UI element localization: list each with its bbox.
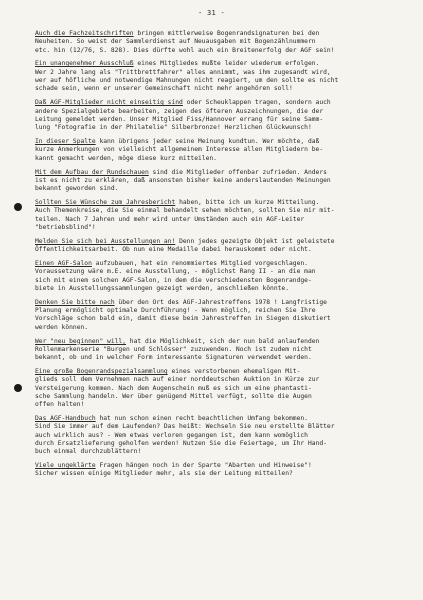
paragraph-text: aufzubauen, hat ein renommiertes Mitglied vorgeschlagen. Voraussetzung wäre m.E. eine Ausstellung, - möglichst Rang II - an die man sich mit einem solchen AGF-Salon, in dem die verschiedensten Bogenrandge- biete in Ausstellungssammlungen gezeigt werden, anschließen könnte. bbox=[35, 259, 316, 292]
paragraph-text: eines Mitgliedes mußte leider wiederum erfolgen. Wer 2 Jahre lang als "Trittbrettfahrer" alles annimmt, was ihm zugesandt wird, wer auf höfliche und notwendige Mahnungen nicht reagiert, um den sollte es nicht schade sein, wenn er unserer Gemeinschaft nicht mehr angehören soll! bbox=[35, 60, 339, 93]
paragraph-text: haben, bitte ich um kurze Mitteilung. Auch Themenkreise, die Sie einmal behandelt sehen möchten, sollten Sie mir mit- teilen. Nach 7 Jahren und mehr wird unter Umständen auch ein AGF-Leiter "betriebsblind"! bbox=[35, 199, 335, 231]
paragraph-text: sind die Mitglieder offenbar zufrieden. Anders ist es nicht zu erklären, daß ansonsten bisher keine anderslautenden Meinungen bekannt geworden sind. bbox=[35, 168, 331, 193]
paragraph-lead: Das AGF-Handbuch bbox=[35, 415, 96, 423]
paragraph bbox=[35, 30, 405, 55]
paragraph bbox=[35, 60, 405, 93]
paragraph bbox=[35, 462, 405, 479]
paragraph-text: hat die Möglichkeit, sich der nun bald anlaufenden Rollenmarkenserie "Burgen und Schlösser" zuzuwenden. Noch ist zudem nicht bekannt, ob und in welcher Form interessante Signaturen verwendet werden. bbox=[35, 337, 320, 362]
paragraph-lead: Einen AGF-Salon bbox=[35, 259, 92, 267]
punch-hole bbox=[14, 384, 22, 392]
paragraph-lead: Eine große Bogenrandspezialsammlung bbox=[35, 368, 168, 376]
paragraph bbox=[35, 368, 405, 409]
paragraph-lead: Auch die Fachzeitschriften bbox=[35, 30, 134, 37]
paragraph bbox=[35, 169, 405, 194]
paragraph-text: oder Scheuklappen tragen, sondern auch andere Spezialgebiete bearbeiten, zeigen des öfteren Auszeichnungen, die der Leitung gemeldet werden. Unser Mitglied Fiss/Hannover errang für seine Samm- lung "Fotografie in der Philatelie" Silberbronze! Herzlichen Glückwunsch! bbox=[35, 99, 331, 132]
page-number: - 31 - bbox=[197, 9, 226, 17]
paragraph-lead: Ein unangenehmer Ausschluß bbox=[35, 60, 134, 68]
paragraph-text: über den Ort des AGF-Jahrestreffens 1978 ! Langfristige Planung ermöglicht optimale Durchführung! - Wenn möglich, reichen Sie Ihre Vorschläge schon bald ein, damit diese beim Jahrestreffen in Siegen diskutiert werden können. bbox=[35, 298, 331, 331]
paragraph-lead: Viele ungeklärte bbox=[35, 462, 96, 470]
page-body bbox=[35, 30, 405, 484]
punch-hole bbox=[14, 203, 22, 211]
paragraph bbox=[35, 199, 405, 232]
paragraph-lead: In dieser Spalte bbox=[35, 138, 96, 146]
paragraph-lead: Mit dem Aufbau der Rundschauen bbox=[35, 168, 149, 176]
paragraph-lead: Melden Sie sich bei Ausstellungen an! bbox=[35, 237, 176, 245]
paragraph bbox=[35, 138, 405, 163]
paragraph bbox=[35, 238, 405, 255]
paragraph-lead: Wer "neu beginnen" will, bbox=[35, 337, 126, 345]
paragraph-text: hat nun schon einen recht beachtlichen Umfang bekommen. Sind Sie immer auf dem Laufenden? Das heißt: Wechseln Sie neu erstellte Blätter auch wirklich aus? - Wem etwas verloren gegangen ist, dem kann womöglich durch Ersatzlieferung geholfen werden! Nutzen Sie die Feiertage, um Ihr Hand- buch einmal durchzublättern! bbox=[35, 415, 335, 456]
paragraph bbox=[35, 338, 405, 363]
paragraph-text: Denn jedes gezeigte Objekt ist geleistete Öffentlichkeitsarbeit. Ob nun eine Medaille dabei herauskommt oder nicht. bbox=[35, 237, 335, 254]
paragraph-lead: Denken Sie bitte nach bbox=[35, 298, 115, 306]
paragraph-text: eines verstorbenen ehemaligen Mit- glieds soll dem Vernehmen nach auf einer norddeutschen Auktion in Kürze zur Versteigerung kommen. Nach dem Augenschein muß es sich um eine phantasti- sche Sammlung handeln. Wer über genügend Mittel verfügt, sollte die Augen offen halten! bbox=[35, 368, 320, 409]
paragraph-lead: Sollten Sie Wünsche zum Jahresbericht bbox=[35, 199, 176, 207]
paragraph bbox=[35, 99, 405, 132]
paragraph bbox=[35, 299, 405, 332]
paragraph-lead: Daß AGF-Mitglieder nicht einseitig sind bbox=[35, 99, 183, 107]
paragraph bbox=[35, 260, 405, 293]
paragraph-text: kann übrigens jeder seine Meinung kundtun. Wer möchte, daß kurze Anmerkungen von vielleicht allgemeinem Interesse allen Mitgliedern be- kannt gemacht werden, möge diese kurz mitteilen. bbox=[35, 138, 324, 162]
paragraph bbox=[35, 415, 405, 456]
paragraph-text: Fragen hängen noch in der Sparte "Abarten und Hinweise"! Sicher wissen einige Mitglieder mehr, als sie der Leitung mitteilen? bbox=[35, 462, 312, 478]
paragraph-text: bringen mittlerweise Bogenrandsignaturen bei den Neuheiten. So weist der Sammlerdienst auf Neuausgaben mit Bogenzählnummern etc. hin (12/76, S. 828). Dies dürfte wohl auch ein Breitenerfolg der AGF sein! bbox=[35, 30, 335, 54]
